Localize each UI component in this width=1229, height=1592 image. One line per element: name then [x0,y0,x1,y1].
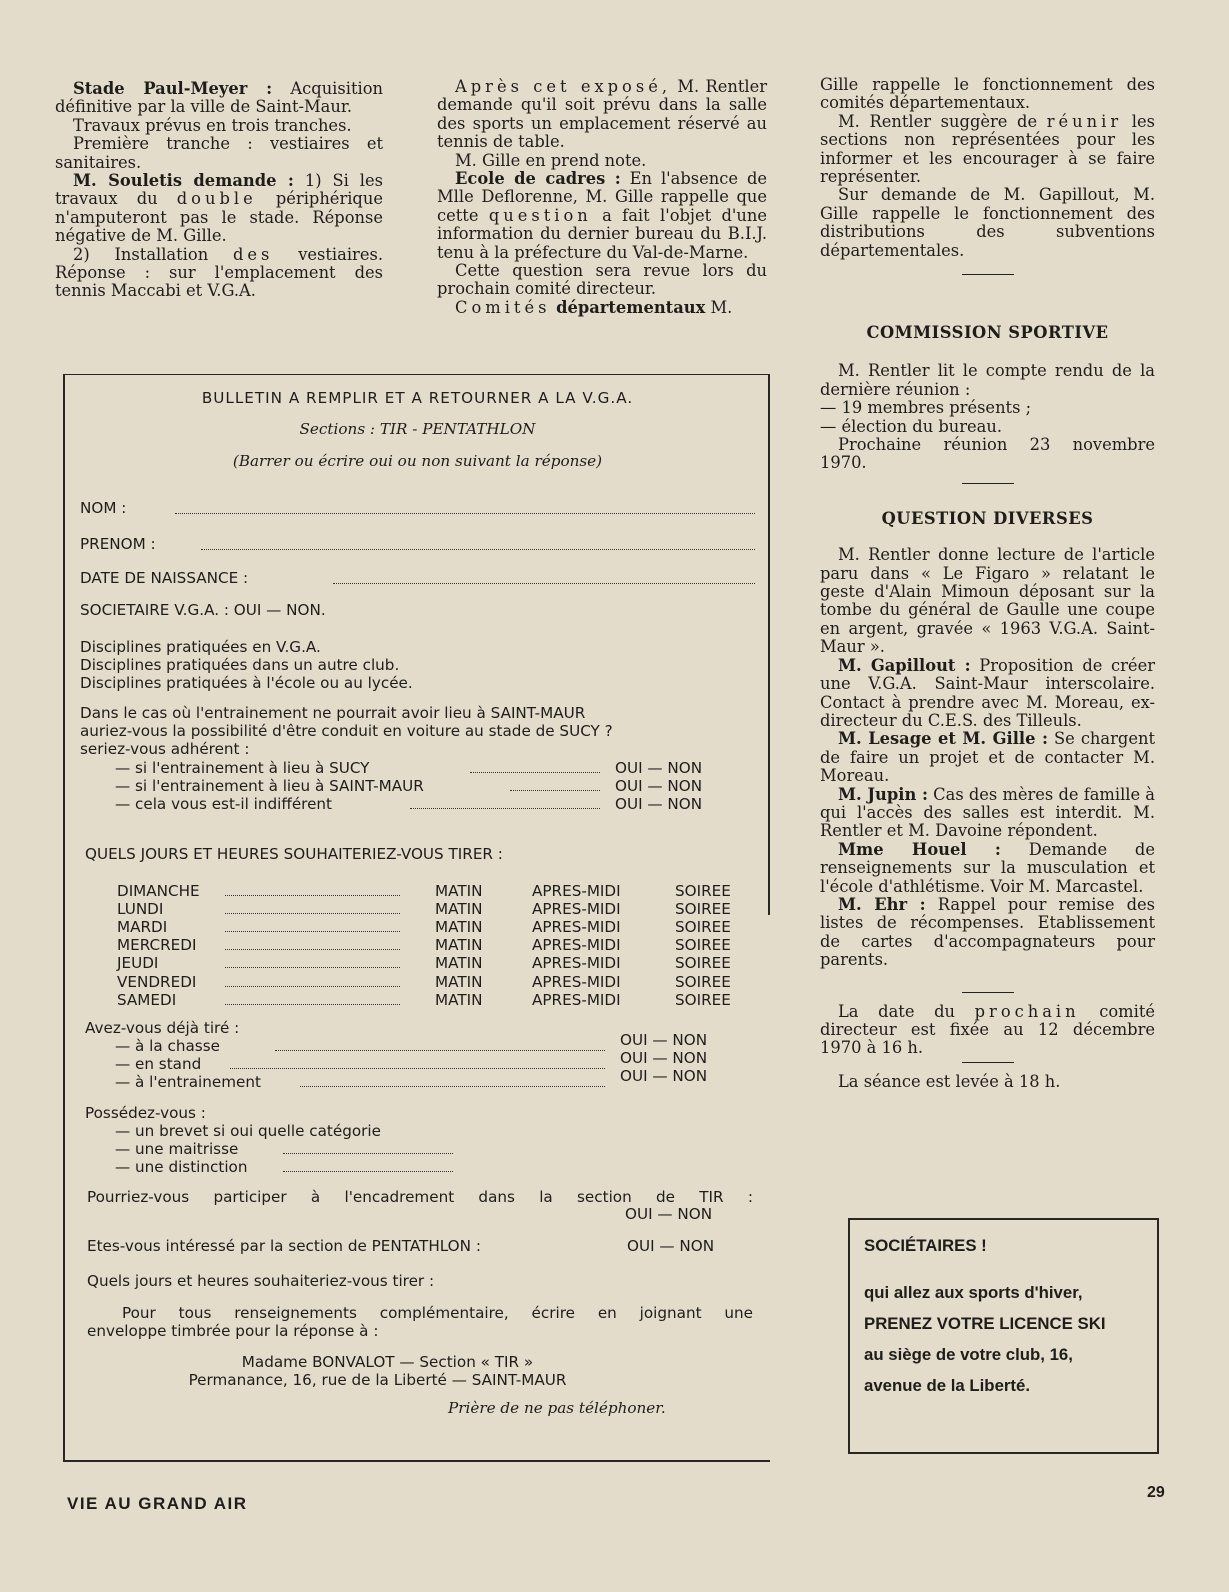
tire-question: Avez-vous déjà tiré : [85,1019,240,1037]
section-divider [962,992,1014,993]
encadrement-question: Pourriez-vous participer à l'encadrement dans la section de TIR : [87,1188,753,1206]
day-label: DIMANCHE [117,882,200,900]
soiree-option[interactable]: SOIREE [675,900,731,919]
dot-leader [230,1068,605,1069]
text-column-3-lower [820,323,1156,1091]
paragraph: Travaux prévus en trois tranches. [73,115,352,135]
cas-line-2: auriez-vous la possibilité d'être conduit en voiture au stade de SUCY ? [80,722,613,740]
section-heading-commission: COMMISSION SPORTIVE [866,323,1109,342]
dot-leader [275,1050,605,1051]
paragraph: Première tranche : vestiaires et sanitaires. [55,134,383,172]
dot-leader [410,808,600,809]
day-label: LUNDI [117,900,164,919]
matin-option[interactable]: MATIN [435,954,483,973]
paragraph: M. Rentler suggère de réunir les sections non représentées pour les informer et les encourager à se faire représenter. [820,111,1155,187]
text-column-1 [55,80,383,301]
dot-leader [283,1171,453,1172]
apres-midi-option[interactable]: APRES-MIDI [532,972,621,991]
dot-leader [225,931,400,932]
paragraph: Mme Houel : Demande de renseignements sur la musculation et l'école d'athlétisme. Voir M. Marcastel. [820,839,1155,896]
paragraph: M. Rentler donne lecture de l'article paru dans « Le Figaro » relatant le geste d'Alain Mimoun déposant sur la tombe du général de Gaulle une coupe en argent, gravée « 1963 V.G.A. Saint-Maur ». [820,545,1155,657]
paragraph: Stade Paul-Meyer : Acquisition définitive par la ville de Saint-Maur. [55,79,383,117]
possedez-distinction: — une distinction [115,1158,248,1176]
paragraph: M. Jupin : Cas des mères de famille à qui l'accès des salles est interdit. M. Rentler et M. Davoine répondent. [820,784,1156,841]
paragraph: Sur demande de M. Gapillout, M. Gille rappelle le fonctionnement des distributions des subventions départementales. [820,185,1155,260]
apres-midi-option[interactable]: APRES-MIDI [532,936,621,955]
paragraph: Gille rappelle le fonctionnement des comités départementaux. [820,75,1155,113]
apres-midi-option[interactable]: APRES-MIDI [532,918,621,937]
possedez-maitrisse: — une maitrisse [115,1140,239,1158]
notice-line: au siège de votre club, 16, [864,1345,1073,1364]
section-divider [962,274,1014,275]
apres-midi-option[interactable]: APRES-MIDI [532,882,621,900]
possedez-question: Possédez-vous : [85,1104,206,1122]
section-divider [962,1062,1014,1063]
day-label: MERCREDI [117,936,197,955]
form-sections: Sections : TIR - PENTATHLON [299,420,536,438]
notice-line: qui allez aux sports d'hiver, [864,1283,1083,1302]
dot-leader [225,949,400,950]
ski-licence-notice [848,1218,1159,1454]
apres-midi-option[interactable]: APRES-MIDI [532,954,621,973]
dot-leader [225,913,400,914]
paragraph: Prochaine réunion 23 novembre 1970. [820,435,1155,473]
cas-line-3: seriez-vous adhérent : [80,740,250,758]
form-instruction: (Barrer ou écrire oui ou non suivant la réponse) [232,452,603,470]
cas-line-1: Dans le cas où l'entrainement ne pourrait avoir lieu à SAINT-MAUR [80,704,586,722]
registration-form [63,374,770,1462]
text-column-3 [820,76,1155,285]
jours-question: QUELS JOURS ET HEURES SOUHAITERIEZ-VOUS TIRER : [85,845,503,863]
day-label: MARDI [117,918,168,937]
section-divider [962,483,1014,484]
magazine-title: VIE AU GRAND AIR [67,1494,248,1513]
disciplines-ecole: Disciplines pratiquées à l'école ou au lycée. [80,674,413,692]
apres-midi-option[interactable]: APRES-MIDI [532,900,621,919]
soiree-option[interactable]: SOIREE [675,936,731,955]
prenom-field[interactable] [201,549,755,550]
option-sucy-answer[interactable]: OUI — NON [615,759,703,777]
text-column-2 [437,78,767,317]
nom-label: NOM : [80,499,127,517]
pentathlon-question: Etes-vous intéressé par la section de PENTATHLON : [87,1237,481,1255]
option-saint-maur: — si l'entrainement à lieu à SAINT-MAUR [115,777,424,795]
page-number: 29 [1147,1484,1165,1501]
tire-stand-answer[interactable]: OUI — NON [620,1049,708,1067]
tire-chasse-answer[interactable]: OUI — NON [620,1031,708,1049]
dot-leader [225,1004,400,1005]
paragraph: — 19 membres présents ; [820,398,1032,418]
address-line-1: Madame BONVALOT — Section « TIR » [241,1353,534,1371]
encadrement-answer[interactable]: OUI — NON [625,1205,713,1223]
paragraph: 2) Installation des vestiaires. Réponse : sur l'emplacement des tennis Maccabi et V.G.A. [55,244,383,301]
dot-leader [225,967,400,968]
soiree-option[interactable]: SOIREE [675,954,731,973]
paragraph: — élection du bureau. [820,416,1003,436]
naissance-field[interactable] [333,583,755,584]
day-label: JEUDI [117,954,159,973]
matin-option[interactable]: MATIN [435,882,483,900]
paragraph: M. Rentler lit le compte rendu de la dernière réunion : [820,361,1155,399]
matin-option[interactable]: MATIN [435,918,483,937]
paragraph: M. Souletis demande : 1) Si les travaux du double périphérique n'amputeront pas le stade. Réponse négative de M. Gille. [55,171,383,246]
soiree-option[interactable]: SOIREE [675,882,731,900]
renseignements-line-1: Pour tous renseignements complémentaire, écrire en joignant une [122,1304,753,1322]
matin-option[interactable]: MATIN [435,990,483,1009]
paragraph: Comités départementaux M. [455,297,733,317]
option-indifferent: — cela vous est-il indifférent [115,795,333,813]
day-label: VENDREDI [117,972,197,991]
paragraph: Après cet exposé, M. Rentler demande qu'il soit prévu dans la salle des sports un emplacement réservé au tennis de table. [437,77,767,152]
paragraph: M. Lesage et M. Gille : Se chargent de faire un projet et de contacter M. Moreau. [820,729,1155,786]
notice-title: SOCIÉTAIRES ! [864,1236,987,1255]
apres-midi-option[interactable]: APRES-MIDI [532,990,621,1009]
nom-field[interactable] [175,513,755,514]
prenom-label: PRENOM : [80,535,156,553]
societaire-question[interactable]: SOCIETAIRE V.G.A. : OUI — NON. [80,601,326,619]
pentathlon-answer[interactable]: OUI — NON [627,1237,715,1255]
disciplines-club: Disciplines pratiquées dans un autre club. [80,656,400,674]
quels-jours-question: Quels jours et heures souhaiteriez-vous tirer : [87,1272,435,1290]
option-sucy: — si l'entrainement à lieu à SUCY [115,759,370,777]
section-heading-questions: QUESTION DIVERSES [881,508,1094,528]
paragraph: Cette question sera revue lors du prochain comité directeur. [437,261,767,299]
paragraph: Ecole de cadres : En l'absence de Mlle Deflorenne, M. Gille rappelle que cette question a fait l'objet d'une information du dernier bureau du B.I.J. tenu à la préfecture du Val-de-Marne. [437,169,767,262]
soiree-option[interactable]: SOIREE [675,990,731,1009]
notice-line: avenue de la Liberté. [864,1376,1031,1395]
paragraph: M. Gapillout : Proposition de créer une V.G.A. Saint-Maur interscolaire. Contact à prendre avec M. Moreau, ex-directeur du C.E.S. des Tilleuls. [820,655,1155,730]
address-line-2: Permanance, 16, rue de la Liberté — SAINT-MAUR [188,1371,567,1389]
option-indifferent-answer[interactable]: OUI — NON [615,795,703,813]
matin-option[interactable]: MATIN [435,936,483,955]
tire-entrainement-answer[interactable]: OUI — NON [620,1067,708,1085]
matin-option[interactable]: MATIN [435,972,483,991]
renseignements-line-2: enveloppe timbrée pour la réponse à : [87,1322,379,1340]
option-saint-maur-answer[interactable]: OUI — NON [615,777,703,795]
dot-leader [300,1086,605,1087]
tire-stand: — en stand [115,1055,202,1073]
disciplines-vga: Disciplines pratiquées en V.G.A. [80,638,321,656]
soiree-option[interactable]: SOIREE [675,918,731,937]
matin-option[interactable]: MATIN [435,900,483,919]
day-label: SAMEDI [117,990,177,1009]
paragraph: La date du prochain comité directeur est fixée au 12 décembre 1970 à 16 h. [820,1001,1155,1058]
tire-entrainement: — à l'entrainement [115,1073,261,1091]
dot-leader [225,895,400,896]
paragraph: M. Ehr : Rappel pour remise des listes de récompenses. Etablissement de cartes d'accompagnateurs pour parents. [820,894,1155,970]
form-title: BULLETIN A REMPLIR ET A RETOURNER A LA V.G.A. [201,389,634,407]
priere-note: Prière de ne pas téléphoner. [448,1399,666,1417]
paragraph: La séance est levée à 18 h. [838,1071,1061,1091]
dot-leader [283,1153,453,1154]
soiree-option[interactable]: SOIREE [675,972,731,991]
possedez-brevet[interactable]: — un brevet si oui quelle catégorie [115,1122,381,1140]
dot-leader [470,772,600,773]
notice-line: PRENEZ VOTRE LICENCE SKI [864,1314,1106,1333]
dot-leader [510,790,600,791]
dot-leader [225,986,400,987]
paragraph: M. Gille en prend note. [455,150,647,170]
naissance-label: DATE DE NAISSANCE : [80,569,249,587]
tire-chasse: — à la chasse [115,1037,220,1055]
